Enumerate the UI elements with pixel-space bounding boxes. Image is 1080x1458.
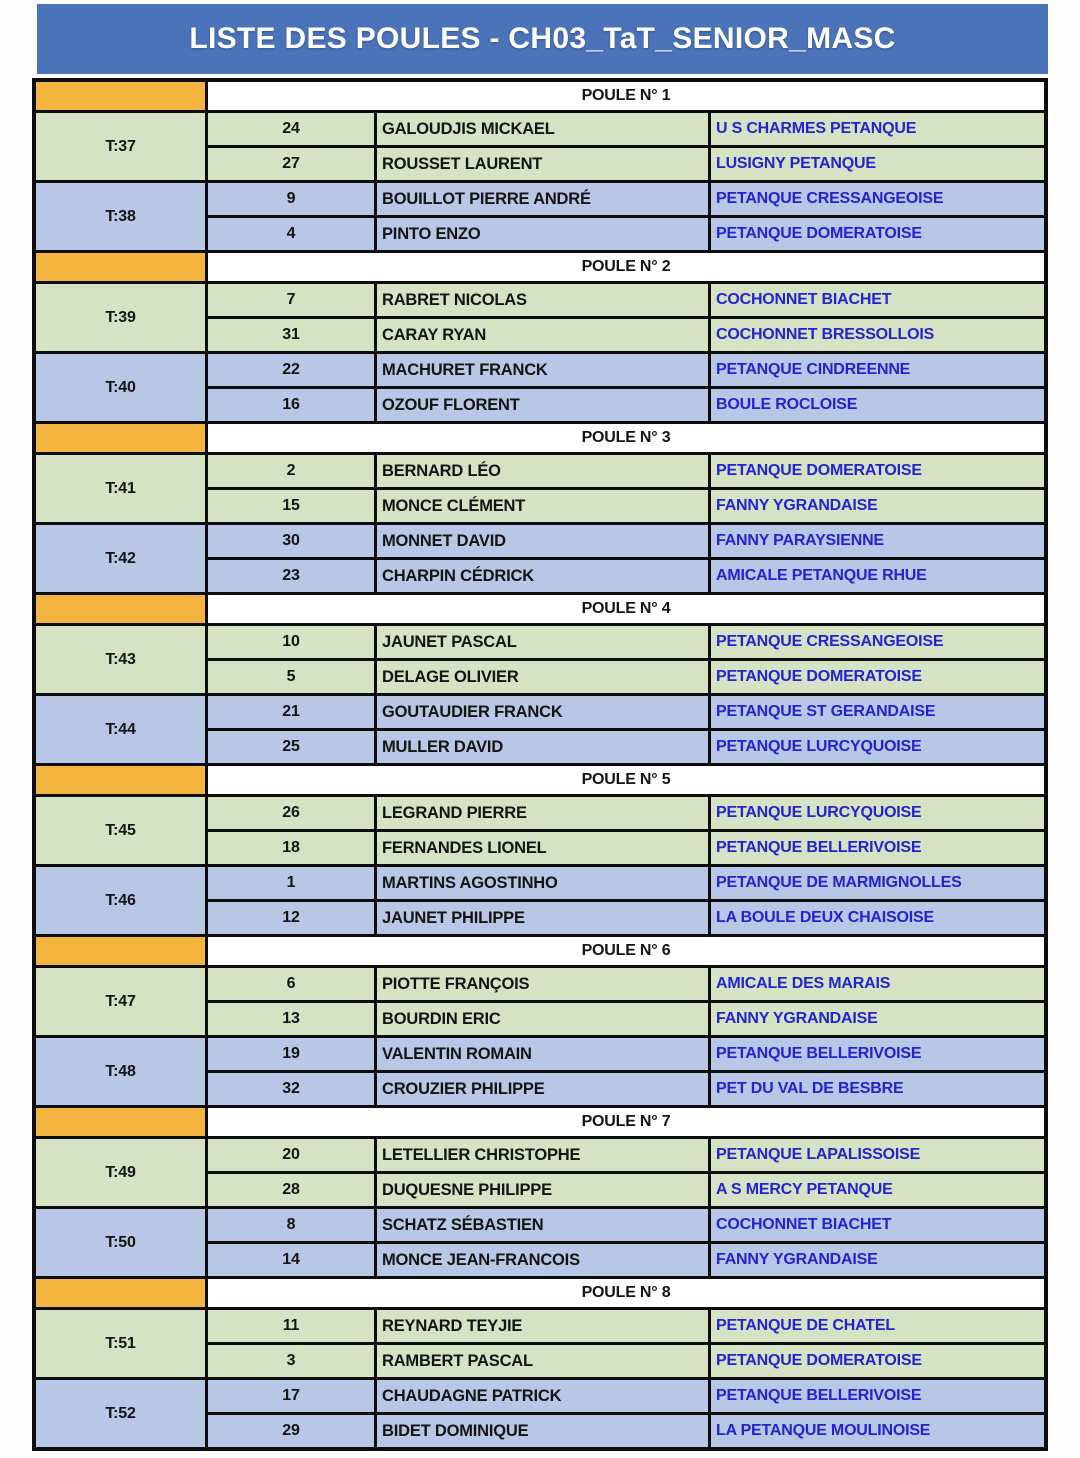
match-time-cell: T:48 <box>36 1038 205 1105</box>
poule-header: POULE N° 2 <box>208 253 1044 281</box>
player-number-cell: 18 <box>208 832 374 864</box>
player-number-cell: 3 <box>208 1345 374 1377</box>
player-club-cell: LA BOULE DEUX CHAISOISE <box>711 902 1044 934</box>
match-time-cell: T:40 <box>36 354 205 421</box>
match-time-cell: T:50 <box>36 1209 205 1276</box>
player-club-cell: PETANQUE CRESSANGEOISE <box>711 626 1044 658</box>
player-club-cell: U S CHARMES PETANQUE <box>711 113 1044 145</box>
player-number-cell: 32 <box>208 1073 374 1105</box>
player-club-cell: PETANQUE DOMERATOISE <box>711 455 1044 487</box>
player-number-cell: 11 <box>208 1310 374 1342</box>
player-number-cell: 1 <box>208 867 374 899</box>
poule-header: POULE N° 7 <box>208 1108 1044 1136</box>
player-club-cell: COCHONNET BRESSOLLOIS <box>711 319 1044 351</box>
player-club-cell: PETANQUE BELLERIVOISE <box>711 1380 1044 1412</box>
match-time-cell: T:45 <box>36 797 205 864</box>
player-number-cell: 24 <box>208 113 374 145</box>
player-name-cell: PINTO ENZO <box>377 218 708 250</box>
match-time-cell: T:43 <box>36 626 205 693</box>
player-number-cell: 8 <box>208 1209 374 1241</box>
player-name-cell: BOUILLOT PIERRE ANDRÉ <box>377 183 708 215</box>
player-club-cell: PETANQUE DE MARMIGNOLLES <box>711 867 1044 899</box>
player-club-cell: COCHONNET BIACHET <box>711 284 1044 316</box>
player-name-cell: SCHATZ SÉBASTIEN <box>377 1209 708 1241</box>
player-name-cell: VALENTIN ROMAIN <box>377 1038 708 1070</box>
poule-header: POULE N° 3 <box>208 424 1044 452</box>
player-number-cell: 2 <box>208 455 374 487</box>
player-name-cell: PIOTTE FRANÇOIS <box>377 968 708 1000</box>
player-number-cell: 6 <box>208 968 374 1000</box>
player-club-cell: PETANQUE CINDREENNE <box>711 354 1044 386</box>
player-name-cell: CARAY RYAN <box>377 319 708 351</box>
player-name-cell: GALOUDJIS MICKAEL <box>377 113 708 145</box>
poule-corner-cell <box>36 253 205 281</box>
player-club-cell: PETANQUE DOMERATOISE <box>711 661 1044 693</box>
player-club-cell: PETANQUE DOMERATOISE <box>711 218 1044 250</box>
player-name-cell: MONCE JEAN-FRANCOIS <box>377 1244 708 1276</box>
poule-header: POULE N° 6 <box>208 937 1044 965</box>
player-number-cell: 5 <box>208 661 374 693</box>
poule-header: POULE N° 4 <box>208 595 1044 623</box>
poule-corner-cell <box>36 766 205 794</box>
match-time-cell: T:38 <box>36 183 205 250</box>
player-club-cell: LA PETANQUE MOULINOISE <box>711 1415 1044 1447</box>
player-number-cell: 4 <box>208 218 374 250</box>
match-time-cell: T:39 <box>36 284 205 351</box>
player-club-cell: PETANQUE BELLERIVOISE <box>711 1038 1044 1070</box>
player-name-cell: RAMBERT PASCAL <box>377 1345 708 1377</box>
player-name-cell: LEGRAND PIERRE <box>377 797 708 829</box>
player-number-cell: 25 <box>208 731 374 763</box>
player-name-cell: FERNANDES LIONEL <box>377 832 708 864</box>
player-name-cell: LETELLIER CHRISTOPHE <box>377 1139 708 1171</box>
player-name-cell: BIDET DOMINIQUE <box>377 1415 708 1447</box>
player-club-cell: PETANQUE BELLERIVOISE <box>711 832 1044 864</box>
player-name-cell: MARTINS AGOSTINHO <box>377 867 708 899</box>
player-number-cell: 15 <box>208 490 374 522</box>
player-number-cell: 29 <box>208 1415 374 1447</box>
player-name-cell: MONCE CLÉMENT <box>377 490 708 522</box>
player-number-cell: 20 <box>208 1139 374 1171</box>
player-name-cell: REYNARD TEYJIE <box>377 1310 708 1342</box>
poules-table <box>32 78 1048 1451</box>
match-time-cell: T:46 <box>36 867 205 934</box>
match-time-cell: T:51 <box>36 1310 205 1377</box>
player-club-cell: PETANQUE LURCYQUOISE <box>711 731 1044 763</box>
poule-corner-cell <box>36 82 205 110</box>
match-time-cell: T:41 <box>36 455 205 522</box>
player-number-cell: 31 <box>208 319 374 351</box>
player-name-cell: OZOUF FLORENT <box>377 389 708 421</box>
player-number-cell: 22 <box>208 354 374 386</box>
player-number-cell: 14 <box>208 1244 374 1276</box>
player-name-cell: MONNET DAVID <box>377 525 708 557</box>
player-name-cell: MULLER DAVID <box>377 731 708 763</box>
player-number-cell: 30 <box>208 525 374 557</box>
player-number-cell: 27 <box>208 148 374 180</box>
poule-corner-cell <box>36 595 205 623</box>
player-club-cell: AMICALE DES MARAIS <box>711 968 1044 1000</box>
player-number-cell: 28 <box>208 1174 374 1206</box>
player-number-cell: 17 <box>208 1380 374 1412</box>
player-club-cell: FANNY PARAYSIENNE <box>711 525 1044 557</box>
player-name-cell: BERNARD LÉO <box>377 455 708 487</box>
player-number-cell: 9 <box>208 183 374 215</box>
poule-corner-cell <box>36 937 205 965</box>
player-number-cell: 23 <box>208 560 374 592</box>
player-number-cell: 19 <box>208 1038 374 1070</box>
match-time-cell: T:47 <box>36 968 205 1035</box>
player-number-cell: 7 <box>208 284 374 316</box>
match-time-cell: T:44 <box>36 696 205 763</box>
poule-header: POULE N° 5 <box>208 766 1044 794</box>
player-name-cell: DELAGE OLIVIER <box>377 661 708 693</box>
player-club-cell: PETANQUE LURCYQUOISE <box>711 797 1044 829</box>
player-name-cell: CHAUDAGNE PATRICK <box>377 1380 708 1412</box>
player-name-cell: ROUSSET LAURENT <box>377 148 708 180</box>
player-name-cell: JAUNET PASCAL <box>377 626 708 658</box>
player-club-cell: PETANQUE CRESSANGEOISE <box>711 183 1044 215</box>
poule-header: POULE N° 1 <box>208 82 1044 110</box>
player-number-cell: 21 <box>208 696 374 728</box>
player-club-cell: LUSIGNY PETANQUE <box>711 148 1044 180</box>
player-club-cell: PETANQUE DOMERATOISE <box>711 1345 1044 1377</box>
poule-corner-cell <box>36 1279 205 1307</box>
player-club-cell: PET DU VAL DE BESBRE <box>711 1073 1044 1105</box>
match-time-cell: T:52 <box>36 1380 205 1447</box>
document-title: LISTE DES POULES - CH03_TaT_SENIOR_MASC <box>37 4 1048 74</box>
player-club-cell: PETANQUE ST GERANDAISE <box>711 696 1044 728</box>
player-club-cell: COCHONNET BIACHET <box>711 1209 1044 1241</box>
match-time-cell: T:37 <box>36 113 205 180</box>
player-club-cell: FANNY YGRANDAISE <box>711 1244 1044 1276</box>
poule-corner-cell <box>36 424 205 452</box>
page <box>0 4 1080 1451</box>
player-number-cell: 16 <box>208 389 374 421</box>
player-name-cell: RABRET NICOLAS <box>377 284 708 316</box>
player-club-cell: A S MERCY PETANQUE <box>711 1174 1044 1206</box>
player-club-cell: AMICALE PETANQUE RHUE <box>711 560 1044 592</box>
poule-header: POULE N° 8 <box>208 1279 1044 1307</box>
player-club-cell: FANNY YGRANDAISE <box>711 490 1044 522</box>
match-time-cell: T:49 <box>36 1139 205 1206</box>
player-name-cell: DUQUESNE PHILIPPE <box>377 1174 708 1206</box>
player-number-cell: 26 <box>208 797 374 829</box>
player-club-cell: PETANQUE LAPALISSOISE <box>711 1139 1044 1171</box>
player-club-cell: BOULE ROCLOISE <box>711 389 1044 421</box>
player-name-cell: MACHURET FRANCK <box>377 354 708 386</box>
player-name-cell: CHARPIN CÉDRICK <box>377 560 708 592</box>
match-time-cell: T:42 <box>36 525 205 592</box>
player-name-cell: CROUZIER PHILIPPE <box>377 1073 708 1105</box>
poule-corner-cell <box>36 1108 205 1136</box>
player-name-cell: JAUNET PHILIPPE <box>377 902 708 934</box>
player-number-cell: 13 <box>208 1003 374 1035</box>
player-name-cell: BOURDIN ERIC <box>377 1003 708 1035</box>
player-club-cell: FANNY YGRANDAISE <box>711 1003 1044 1035</box>
player-club-cell: PETANQUE DE CHATEL <box>711 1310 1044 1342</box>
player-name-cell: GOUTAUDIER FRANCK <box>377 696 708 728</box>
player-number-cell: 12 <box>208 902 374 934</box>
player-number-cell: 10 <box>208 626 374 658</box>
